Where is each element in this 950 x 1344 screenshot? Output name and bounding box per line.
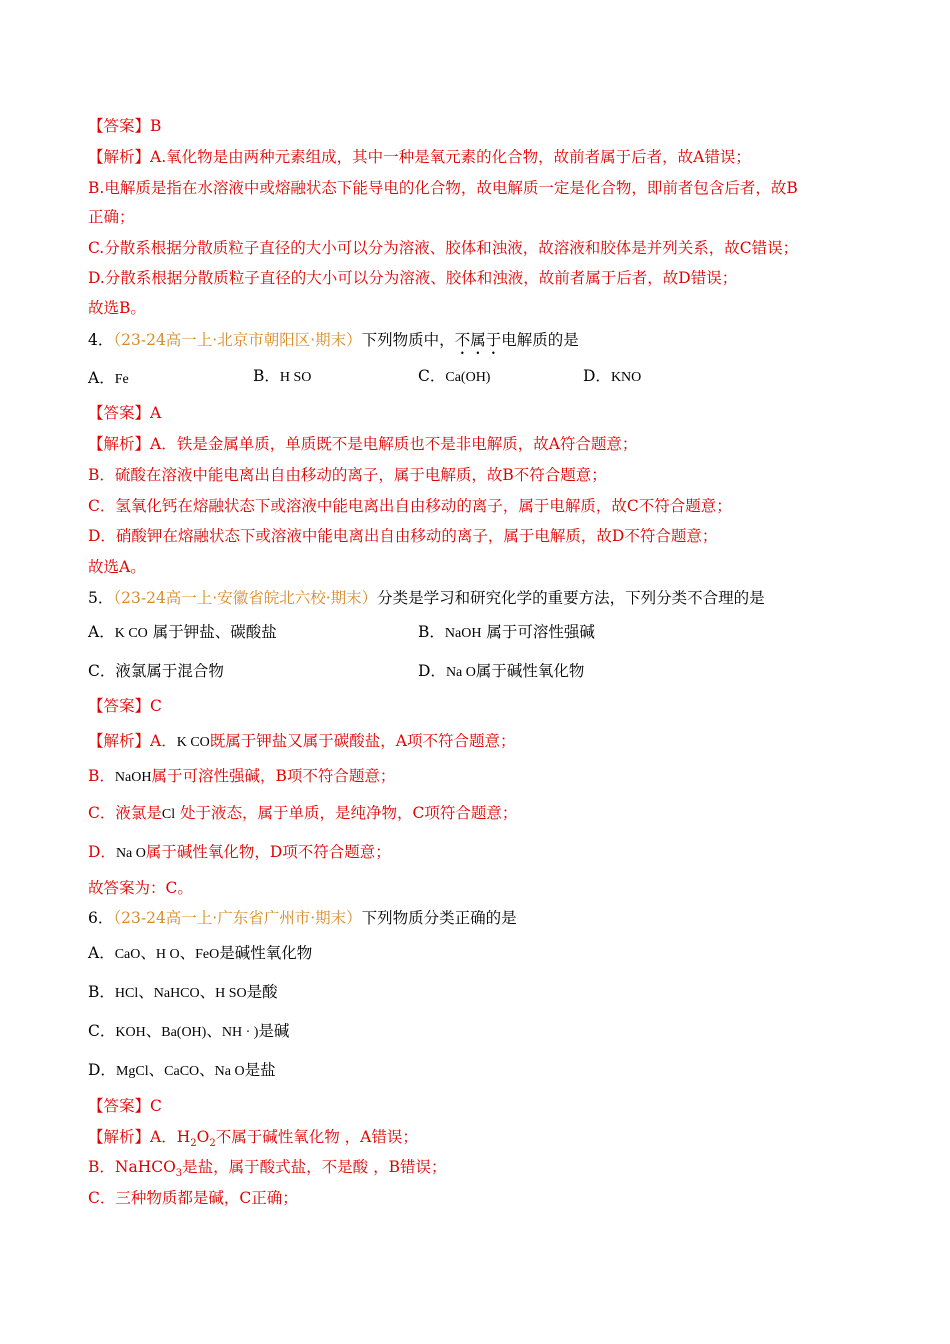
q3-conclusion: 故选B。 bbox=[88, 299, 146, 317]
q4-analysis-c: C．氢氧化钙在熔融状态下或溶液中能电离出自由移动的离子，属于电解质，故C不符合题意； bbox=[88, 497, 732, 515]
analysis-label: 【解析】 bbox=[88, 732, 151, 750]
q4-analysis-a: 【解析】A．铁是金属单质，单质既不是电解质也不是非电解质，故A符合题意； bbox=[88, 435, 638, 453]
answer-label: 【答案】 bbox=[88, 1097, 151, 1115]
q5-conclusion: 故答案为：C。 bbox=[88, 879, 193, 897]
q5-option-b: B．NaOH 属于可溶性强碱 bbox=[418, 623, 595, 641]
analysis-label: 【解析】 bbox=[88, 148, 151, 166]
q3-analysis-c: C.分散系根据分散质粒子直径的大小可以分为溶液、胶体和浊液，故溶液和胶体是并列关系，故C错误； bbox=[88, 239, 799, 257]
question-source: （23-24高一上·广东省广州市·期末） bbox=[113, 909, 362, 927]
q6-option-d: D．MgCl、CaCO、Na O是盐 bbox=[88, 1061, 276, 1079]
q4-analysis-b: B．硫酸在溶液中能电离出自由移动的离子，属于电解质，故B不符合题意； bbox=[88, 466, 607, 484]
q3-answer bbox=[88, 115, 161, 137]
q5-analysis-d: D．Na O属于碱性氧化物，D项不符合题意； bbox=[88, 843, 391, 861]
q4-option-a: A．Fe bbox=[88, 369, 129, 387]
answer-value: B bbox=[150, 117, 162, 135]
q4-analysis-d: D．硝酸钾在熔融状态下或溶液中能电离出自由移动的离子，属于电解质，故D不符合题意； bbox=[88, 527, 718, 545]
q4-stem: 4．（23-24高一上·北京市朝阳区·期末）下列物质中，不属于电解质的是 bbox=[88, 331, 579, 349]
question-source: （23-24高一上·安徽省皖北六校·期末） bbox=[113, 589, 378, 607]
q5-analysis-a: 【解析】A．K CO既属于钾盐又属于碳酸盐，A项不符合题意； bbox=[88, 732, 516, 750]
q6-option-c: C．KOH、Ba(OH)、NH · )是碱 bbox=[88, 1022, 290, 1040]
q6-analysis-b: B．NaHCO$_3$是盐，属于酸式盐，不是酸 ，B错误； bbox=[88, 1158, 447, 1180]
q4-option-d: D．KNO bbox=[583, 367, 642, 385]
question-source: （23-24高一上·北京市朝阳区·期末） bbox=[113, 331, 362, 349]
q6-analysis-c: C．三种物质都是碱，C正确； bbox=[88, 1189, 298, 1207]
q6-answer bbox=[88, 1095, 162, 1117]
question-number: 4． bbox=[88, 331, 114, 349]
q3-analysis-d: D.分散系根据分散质粒子直径的大小可以分为溶液、胶体和浊液，故前者属于后者，故D错误； bbox=[88, 269, 738, 287]
answer-label: 【答案】 bbox=[88, 697, 151, 715]
answer-value: A bbox=[150, 404, 162, 422]
q4-conclusion: 故选A。 bbox=[88, 558, 146, 576]
q3-analysis-b2: 正确； bbox=[88, 208, 135, 226]
analysis-label: 【解析】 bbox=[88, 1128, 151, 1146]
q3-analysis-b1: B.电解质是指在水溶液中或熔融状态下能导电的化合物，故电解质一定是化合物，即前者包含后者，故B bbox=[88, 179, 798, 197]
q4-option-c: C．Ca(OH) bbox=[418, 367, 491, 385]
answer-label: 【答案】 bbox=[88, 117, 151, 135]
analysis-label: 【解析】 bbox=[88, 435, 151, 453]
q6-stem: 6．（23-24高一上·广东省广州市·期末）下列物质分类正确的是 bbox=[88, 909, 517, 927]
emphasized-text: 不属于 bbox=[454, 331, 502, 349]
q5-analysis-c: C．液氯是Cl 处于液态，属于单质，是纯净物，C项符合题意； bbox=[88, 804, 518, 822]
q5-stem: 5．（23-24高一上·安徽省皖北六校·期末）分类是学习和研究化学的重要方法，下列分类不合理的是 bbox=[88, 589, 765, 607]
q5-option-d: D．Na O属于碱性氧化物 bbox=[418, 662, 585, 680]
q5-option-a: A．K CO 属于钾盐、碳酸盐 bbox=[88, 623, 277, 641]
q4-answer bbox=[88, 402, 161, 424]
q6-option-b: B．HCl、NaHCO、H SO是酸 bbox=[88, 983, 278, 1001]
q3-analysis-a: 【解析】A.氧化物是由两种元素组成，其中一种是氧元素的化合物，故前者属于后者，故A错误； bbox=[88, 148, 751, 166]
answer-value: C bbox=[150, 697, 162, 715]
answer-value: C bbox=[150, 1097, 162, 1115]
question-number: 5． bbox=[88, 589, 114, 607]
q4-option-b: B．H SO bbox=[253, 367, 312, 385]
question-number: 6． bbox=[88, 909, 114, 927]
answer-label: 【答案】 bbox=[88, 404, 151, 422]
q6-option-a: A．CaO、H O、FeO是碱性氧化物 bbox=[88, 944, 313, 962]
q5-option-c: C．液氯属于混合物 bbox=[88, 662, 224, 680]
q5-analysis-b: B．NaOH属于可溶性强碱，B项不符合题意； bbox=[88, 767, 396, 785]
q6-analysis-a: 【解析】A．$H_2O_2$不属于碱性氧化物 ，A错误； bbox=[88, 1128, 418, 1150]
q5-answer bbox=[88, 695, 162, 717]
